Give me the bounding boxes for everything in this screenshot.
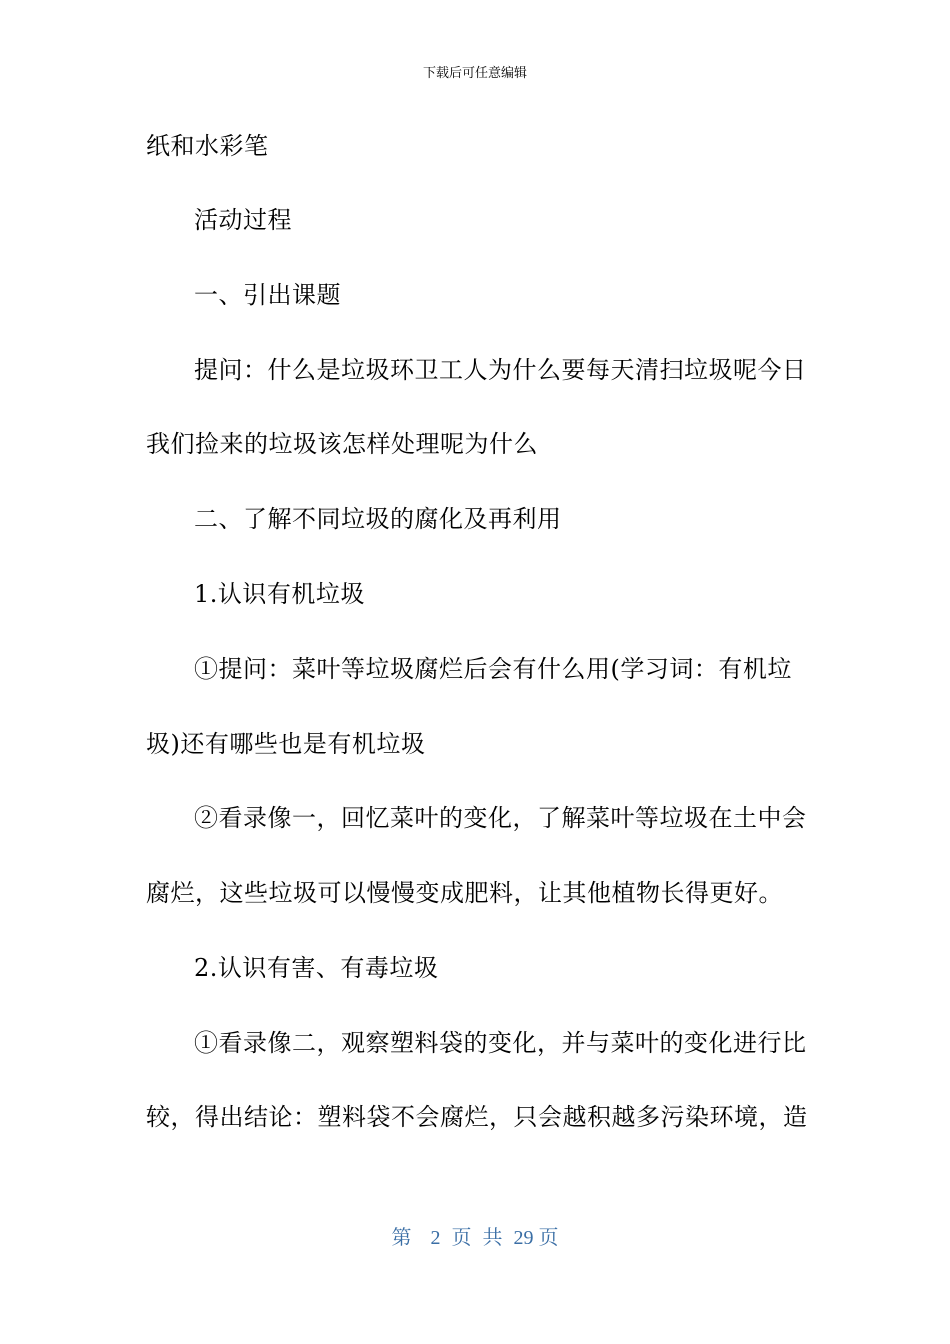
footer-gong: 共 [482, 1227, 503, 1249]
text-line: 活动过程 [194, 206, 292, 234]
text-line: 我们捡来的垃圾该怎样处理呢为什么 [146, 430, 538, 458]
footer-ye: 页 [451, 1227, 472, 1249]
text-line: ②看录像一，回忆菜叶的变化，了解菜叶等垃圾在土中会 [194, 804, 807, 832]
text-line: ①提问：菜叶等垃圾腐烂后会有什么用(学习词：有机垃 [194, 655, 792, 683]
text-line: 纸和水彩笔 [146, 132, 269, 160]
text-line: 提问：什么是垃圾环卫工人为什么要每天清扫垃圾呢今日 [194, 356, 807, 384]
footer-di: 第 [391, 1227, 412, 1249]
footer-ye: 页 [538, 1227, 559, 1249]
footer-page-current: 2 [430, 1227, 441, 1249]
page-header-note: 下载后可任意编辑 [422, 66, 527, 81]
page-footer [0, 1224, 950, 1252]
text-line: 一、引出课题 [194, 281, 341, 309]
footer-page-total: 29 [513, 1227, 534, 1249]
text-line: 圾)还有哪些也是有机垃圾 [146, 730, 426, 758]
text-line: 腐烂，这些垃圾可以慢慢变成肥料，让其他植物长得更好。 [146, 879, 783, 907]
text-line: 2.认识有害、有毒垃圾 [194, 954, 439, 982]
text-line: 二、了解不同垃圾的腐化及再利用 [194, 505, 562, 533]
text-line: 较，得出结论：塑料袋不会腐烂，只会越积越多污染环境，造 [146, 1103, 808, 1131]
text-line: 1.认识有机垃圾 [194, 580, 365, 608]
text-line: ①看录像二，观察塑料袋的变化，并与菜叶的变化进行比 [194, 1029, 807, 1057]
